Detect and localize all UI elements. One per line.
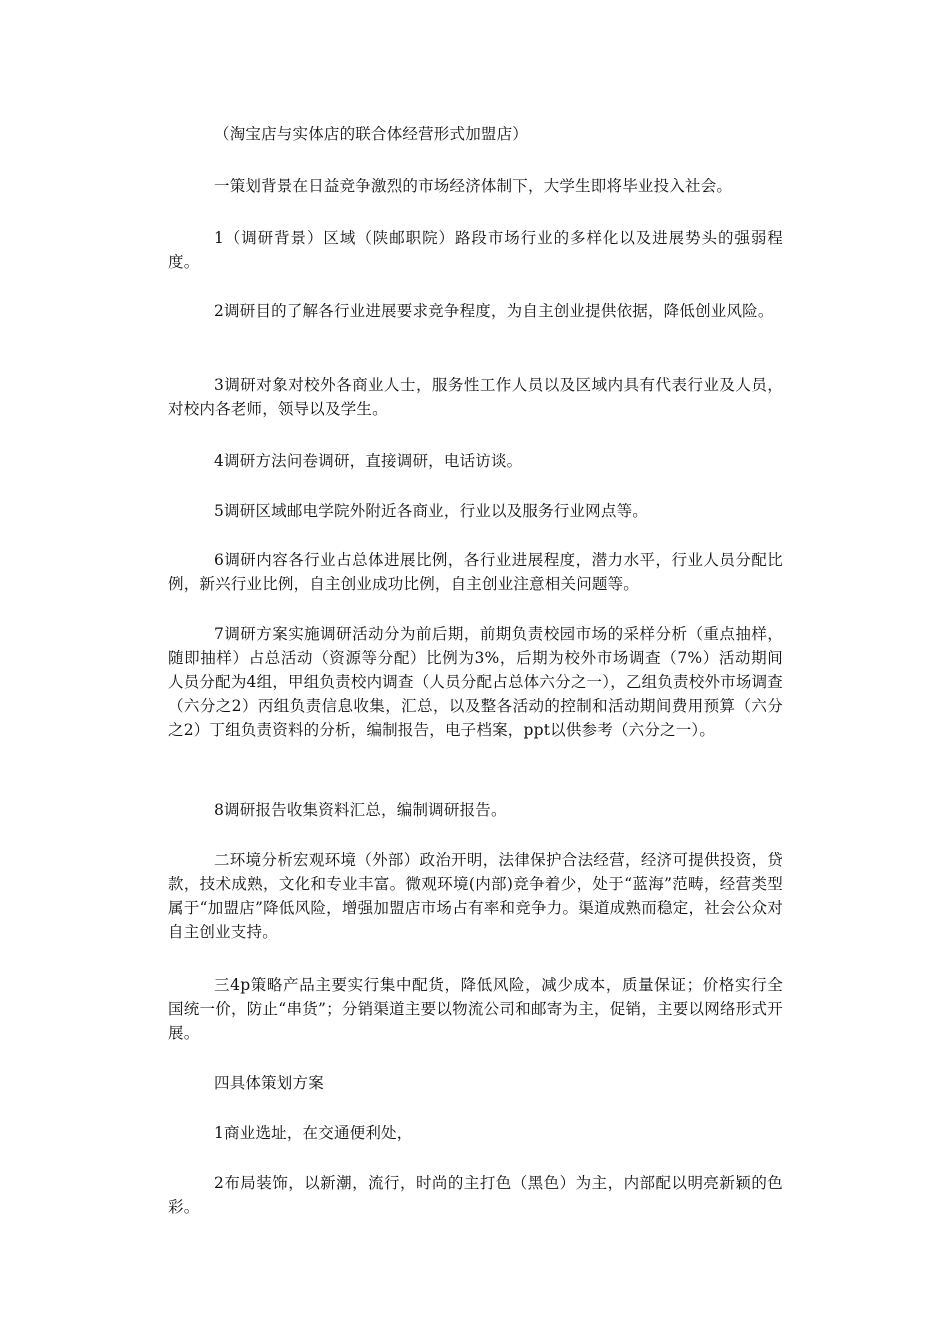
research-report-paragraph: 8调研报告收集资料汇总，编制调研报告。 [214, 801, 507, 819]
layout-decoration-paragraph: 2布局装饰，以新潮，流行，时尚的主打色（黑色）为主，内部配以明亮新颖的色彩。 [168, 1174, 783, 1216]
research-purpose-paragraph: 2调研目的了解各行业进展要求竞争程度，为自主创业提供依据，降低创业风险。 [214, 302, 774, 320]
section-4-heading: 四具体策划方案 [214, 1074, 324, 1092]
site-selection-paragraph: 1商业选址，在交通便利处， [214, 1124, 413, 1142]
research-background-paragraph: 1（调研背景）区域（陕邮职院）路段市场行业的多样化以及进展势头的强弱程度。 [168, 229, 783, 271]
research-subjects-paragraph: 3调研对象对校外各商业人士，服务性工作人员以及区域内具有代表行业及人员，对校内各老师，领导以及学生。 [168, 376, 783, 418]
research-plan-paragraph: 7调研方案实施调研活动分为前后期，前期负责校园市场的采样分析（重点抽样，随即抽样）占总活动（资源等分配）比例为3%，后期为校外市场调查（7%）活动期间人员分配为4组，甲组负责校内调查（人员分配占总体六分之一），乙组负责校外市场调查（六分之2）丙组负责信息收集，汇总，以及整各活动的控制和活动期间费用预算（六分之2）丁组负责资料的分析，编制报告，电子档案，ppt以供参考（六分之一）。 [168, 625, 783, 739]
research-methods-paragraph: 4调研方法问卷调研，直接调研，电话访谈。 [214, 452, 523, 470]
research-content-paragraph: 6调研内容各行业占总体进展比例，各行业进展程度，潜力水平，行业人员分配比例，新兴行业比例，自主创业成功比例，自主创业注意相关问题等。 [168, 551, 783, 593]
subtitle-paragraph: （淘宝店与实体店的联合体经营形式加盟店） [214, 125, 529, 143]
environment-analysis-paragraph: 二环境分析宏观环境（外部）政治开明，法律保护合法经营，经济可提供投资，贷款，技术成熟，文化和专业丰富。微观环境(内部)竞争着少，处于“蓝海”范畴，经营类型属于“加盟店”降低风险，增强加盟店市场占有率和竞争力。渠道成熟而稳定，社会公众对自主创业支持。 [168, 851, 783, 941]
section-1-background-paragraph: 一策划背景在日益竞争激烈的市场经济体制下，大学生即将毕业投入社会。 [214, 177, 733, 195]
4p-strategy-paragraph: 三4p策略产品主要实行集中配货，降低风险，减少成本，质量保证；价格实行全国统一价，防止“串货”；分销渠道主要以物流公司和邮寄为主，促销，主要以网络形式开展。 [168, 976, 783, 1042]
research-area-paragraph: 5调研区域邮电学院外附近各商业，行业以及服务行业网点等。 [214, 502, 648, 520]
